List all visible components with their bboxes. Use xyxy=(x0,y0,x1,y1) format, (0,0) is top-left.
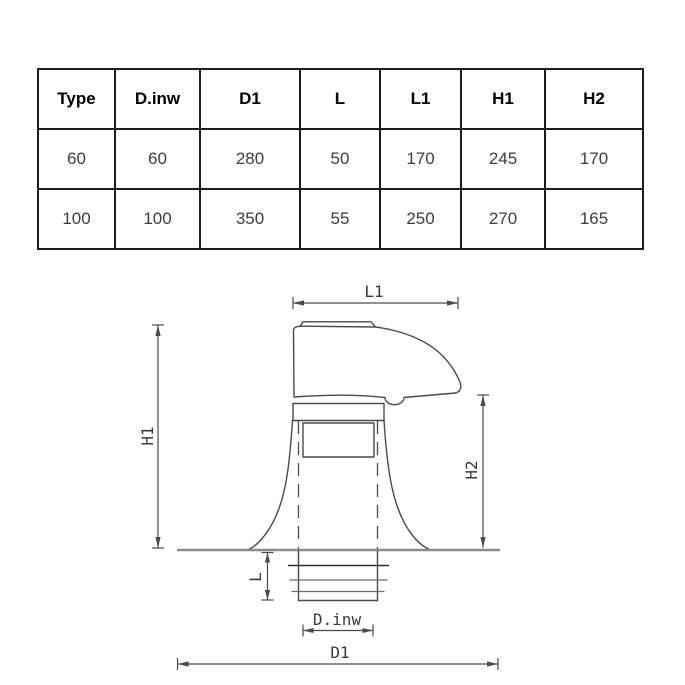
table-header-cell: H2 xyxy=(545,69,643,129)
skirt-left-edge xyxy=(249,421,293,550)
table-cell: 60 xyxy=(115,129,200,189)
dimension-label-h2: H2 xyxy=(462,460,481,480)
table-cell: 280 xyxy=(200,129,300,189)
dimension-label-h1: H1 xyxy=(138,426,157,446)
table-header-cell: D.inw xyxy=(115,69,200,129)
collar-band xyxy=(293,404,384,421)
table-header-cell: L xyxy=(300,69,380,129)
table-cell: 245 xyxy=(461,129,545,189)
table-cell: 170 xyxy=(380,129,461,189)
table-cell: 250 xyxy=(380,189,461,249)
table-header-cell: L1 xyxy=(380,69,461,129)
skirt-right-edge xyxy=(384,421,429,550)
dimension-label-l1: L1 xyxy=(364,282,384,301)
table-cell: 165 xyxy=(545,189,643,249)
dimension-label-d-inw: D.inw xyxy=(312,610,362,629)
dimension-d-inw xyxy=(303,610,373,637)
dimension-h1 xyxy=(138,325,164,548)
dimension-label-d1: D1 xyxy=(330,643,350,662)
table-cell: 170 xyxy=(545,129,643,189)
table-cell: 55 xyxy=(300,189,380,249)
inner-duct-box xyxy=(303,423,374,457)
table-cell: 350 xyxy=(200,189,300,249)
table-cell: 100 xyxy=(115,189,200,249)
hood-outline xyxy=(294,326,461,405)
table-header-cell: Type xyxy=(38,69,115,129)
table-header-cell: D1 xyxy=(200,69,300,129)
table-cell: 270 xyxy=(461,189,545,249)
dimension-h2 xyxy=(462,395,489,548)
table-cell: 100 xyxy=(38,189,115,249)
dimension-d1 xyxy=(178,643,499,670)
table-cell: 60 xyxy=(38,129,115,189)
vent-body xyxy=(177,322,500,601)
dimension-l xyxy=(246,553,274,601)
table-cell: 50 xyxy=(300,129,380,189)
dimension-l1 xyxy=(293,282,458,309)
dimension-label-l: L xyxy=(246,572,265,582)
table-header-cell: H1 xyxy=(461,69,545,129)
